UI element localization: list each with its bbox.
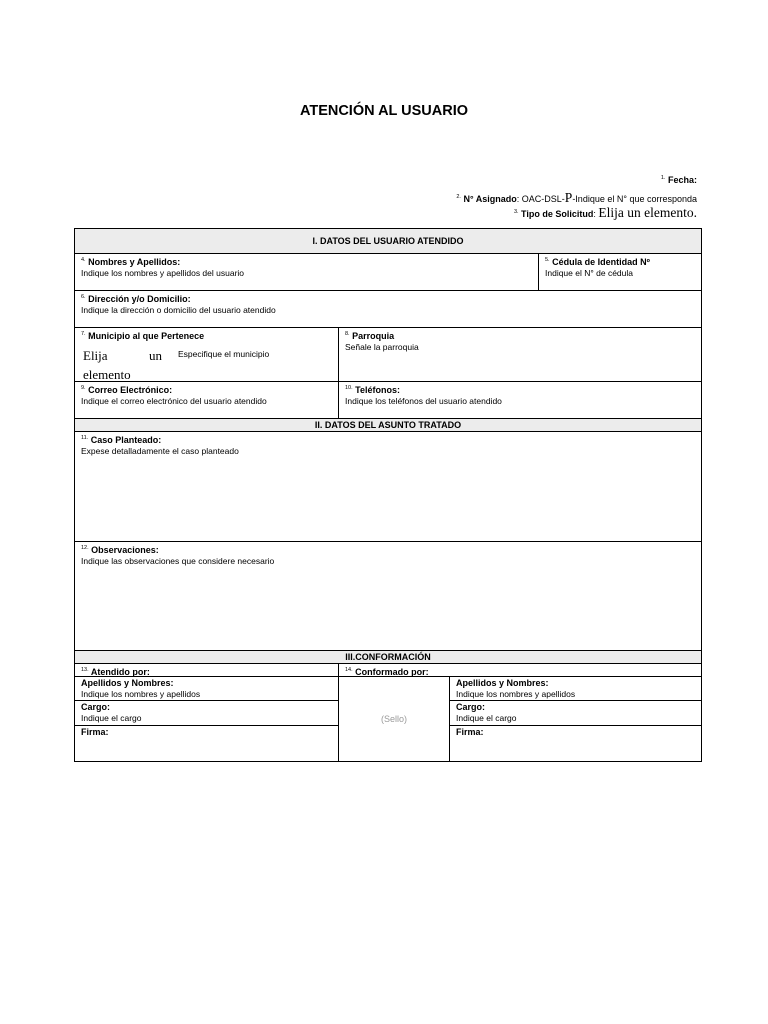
tipo-solicitud-label: Tipo de Solicitud (521, 209, 594, 219)
section-2-heading: II. DATOS DEL ASUNTO TRATADO (74, 418, 702, 432)
correo-input[interactable]: Indique el correo electrónico del usuario atendido (81, 396, 267, 406)
telefonos-input[interactable]: Indique los teléfonos del usuario atendido (345, 396, 502, 406)
asignado-prefix: OAC-DSL- (521, 194, 565, 204)
page-title: ATENCIÓN AL USUARIO (299, 103, 469, 119)
telefonos-label: Teléfonos: (355, 385, 401, 395)
nombres-label: Nombres y Apellidos: (88, 257, 181, 267)
caso-label: Caso Planteado: (90, 435, 162, 445)
conformado-heading: $^{14.}$ Conformado por: (338, 663, 702, 677)
nombres-input[interactable]: Indique los nombres y apellidos del usuario (81, 268, 245, 278)
atendido-firma-label: Firma: (81, 727, 109, 737)
tipo-solicitud-select[interactable]: Elija un elemento. (598, 205, 697, 220)
conformado-cargo-input[interactable]: Indique el cargo (456, 713, 517, 723)
atendido-nombres-input[interactable]: Indique los nombres y apellidos (81, 689, 201, 699)
municipio-select-word3[interactable]: elemento (83, 367, 131, 382)
tipo-solicitud-field[interactable]: $^{3.}$ Tipo de Solicitud: Elija un elemento. (513, 205, 697, 220)
correo-label: Correo Electrónico: (88, 385, 173, 395)
conformado-nombres-label: Apellidos y Nombres: (456, 678, 549, 688)
telefonos-field[interactable]: $^{10.}$ Teléfonos: Indique los teléfonos del usuario atendido (338, 381, 702, 419)
asignado-field[interactable]: $^{2.}$ N° Asignado: OAC-DSL-P-Indique el N° que corresponda (456, 190, 697, 205)
caso-field[interactable]: $^{11.}$ Caso Planteado: Expese detalladamente el caso planteado (74, 431, 702, 542)
cedula-field[interactable]: $^{5.}$ Cédula de Identidad Nº Indique el N° de cédula (538, 253, 702, 291)
fecha-label: Fecha: (667, 175, 697, 185)
cedula-label: Cédula de Identidad Nº (552, 257, 650, 267)
direccion-field[interactable]: $^{6.}$ Dirección y/o Domicilio: Indique la dirección o domicilio del usuario atendido (74, 290, 702, 328)
conformado-firma-field[interactable] (449, 725, 702, 762)
observaciones-label: Observaciones: (91, 545, 159, 555)
section-3-heading: III.CONFORMACIÓN (74, 650, 702, 664)
parroquia-input[interactable]: Señale la parroquia (345, 342, 419, 352)
atendido-cargo-field[interactable] (74, 700, 339, 726)
caso-input[interactable]: Expese detalladamente el caso planteado (81, 446, 239, 456)
municipio-select-word2[interactable]: un (149, 348, 162, 363)
municipio-input[interactable]: Especifique el municipio (178, 349, 270, 359)
municipio-field[interactable]: $^{7.}$ Municipio al que Pertenece Elija un Especifique el municipio elemento (74, 327, 339, 382)
conformado-nombres-input[interactable]: Indique los nombres y apellidos (456, 689, 576, 699)
municipio-label: Municipio al que Pertenece (88, 331, 205, 341)
atendido-cargo-input[interactable]: Indique el cargo (81, 713, 142, 723)
direccion-label: Dirección y/o Domicilio: (88, 294, 191, 304)
asignado-hint[interactable]: -Indique el N° que corresponda (572, 194, 697, 204)
asignado-letter: P (564, 190, 573, 205)
cedula-input[interactable]: Indique el N° de cédula (545, 268, 633, 278)
sello-box: (Sello) (338, 676, 450, 762)
direccion-input[interactable]: Indique la dirección o domicilio del usuario atendido (81, 305, 276, 315)
conformado-cargo-field[interactable] (449, 700, 702, 726)
municipio-select-word1[interactable]: Elija (83, 348, 108, 363)
section-1-heading: I. DATOS DEL USUARIO ATENDIDO (74, 228, 702, 254)
observaciones-field[interactable]: $^{12.}$ Observaciones: Indique las observaciones que considere necesario (74, 541, 702, 651)
asignado-label: N° Asignado (463, 194, 517, 204)
conformado-firma-label: Firma: (456, 727, 484, 737)
atendido-nombres-label: Apellidos y Nombres: (81, 678, 174, 688)
parroquia-field[interactable]: $^{8.}$ Parroquia Señale la parroquia (338, 327, 702, 382)
atendido-cargo-label: Cargo: (81, 702, 110, 712)
fecha-field[interactable]: $^{1.}$ Fecha: (660, 175, 697, 185)
atendido-heading: $^{13.}$ Atendido por: (74, 663, 339, 677)
parroquia-label: Parroquia (352, 331, 395, 341)
correo-field[interactable]: $^{9.}$ Correo Electrónico: Indique el correo electrónico del usuario atendido (74, 381, 339, 419)
observaciones-input[interactable]: Indique las observaciones que considere necesario (81, 556, 275, 566)
nombres-field[interactable]: $^{4.}$ Nombres y Apellidos: Indique los nombres y apellidos del usuario (74, 253, 539, 291)
atendido-nombres-field[interactable] (74, 676, 339, 701)
atendido-firma-field[interactable] (74, 725, 339, 762)
conformado-cargo-label: Cargo: (456, 702, 485, 712)
conformado-nombres-field[interactable] (449, 676, 702, 701)
